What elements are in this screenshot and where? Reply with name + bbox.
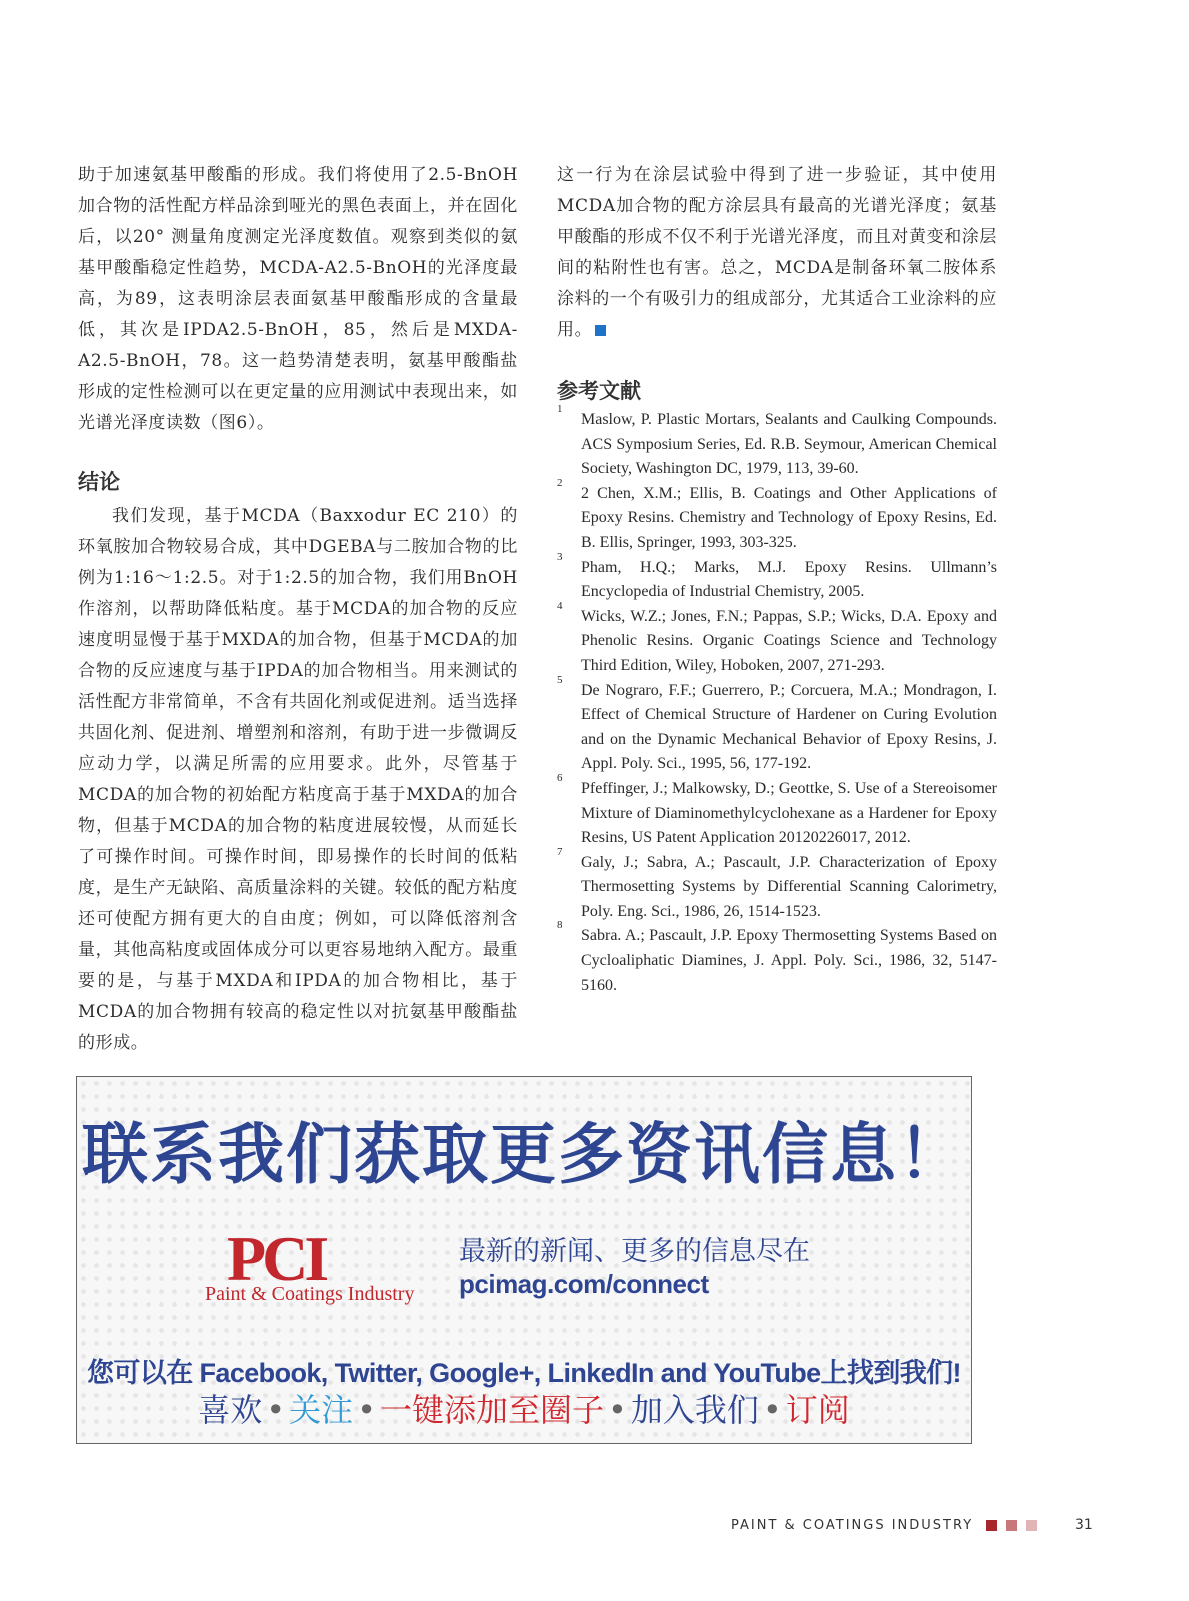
reference-item [557, 550, 997, 605]
bullet-separator: • [357, 1391, 376, 1429]
conclusion-heading: 结论 [78, 470, 120, 494]
left-column [78, 160, 518, 1059]
reference-number: 6 [557, 771, 563, 784]
ad-url-link[interactable]: pcimag.com/connect [459, 1269, 709, 1299]
footer-square-icon [986, 1520, 997, 1531]
ad-action-3[interactable]: 加入我们 [630, 1391, 759, 1429]
ad-headline: 联系我们获取更多资讯信息！ [82, 1116, 966, 1193]
reference-text: 2 Chen, X.M.; Ellis, B. Coatings and Other Applications of Epoxy Resins. Chemistry and Technology of Epoxy Resins, Ed. B. Ellis, Springer, 1993, 303-325. [581, 484, 997, 551]
ad-action-0[interactable]: 喜欢 [198, 1391, 263, 1429]
bullet-separator: • [762, 1391, 782, 1429]
ad-social-line: 您可以在 Facebook, Twitter, Google+, LinkedIn and YouTube上找到我们! [87, 1358, 961, 1388]
right-column [557, 160, 997, 998]
page-number: 31 [1075, 1517, 1093, 1533]
reference-item [557, 771, 997, 851]
reference-number: 4 [557, 599, 563, 612]
reference-text: Wicks, W.Z.; Jones, F.N.; Pappas, S.P.; Wicks, D.A. Epoxy and Phenolic Resins. Organic Coatings Science and Technology Third Edition, Wiley, Hoboken, 2007, 271-293. [581, 607, 997, 674]
ad-action-2[interactable]: 一键添加至圈子 [379, 1391, 604, 1429]
reference-text: De Nograro, F.F.; Guerrero, P.; Corcuera, M.A.; Mondragon, I. Effect of Chemical Structure of Hardener on Curing Evolution and on the Dynamic Mechanical Behavior of Epoxy Resins, J. Appl. Poly. Sci., 1995, 56, 177-192. [581, 681, 997, 773]
reference-item [557, 919, 997, 998]
reference-text: Pham, H.Q.; Marks, M.J. Epoxy Resins. Ullmann’s Encyclopedia of Industrial Chemistry, 2005. [581, 558, 997, 601]
pci-logo-subtitle: Paint & Coatings Industry [205, 1283, 415, 1305]
advertisement-box [76, 1076, 972, 1444]
reference-number: 7 [557, 845, 563, 858]
reference-item [557, 476, 997, 556]
bullet-separator: • [266, 1391, 286, 1429]
intro-paragraph-left: 助于加速氨基甲酸酯的形成。我们将使用了2.5-BnOH加合物的活性配方样品涂到哑光的黑色表面上，并在固化后，以20° 测量角度测定光泽度数值。观察到类似的氨基甲酸酯稳定性趋势，MCDA-A2.5-BnOH的光泽度最高，为89，这表明涂层表面氨基甲酸酯形成的含量最低，其次是IPDA2.5-BnOH，85，然后是MXDA-A2.5-BnOH，78。这一趋势清楚表明，氨基甲酸酯盐形成的定性检测可以在更定量的应用测试中表现出来，如光谱光泽度读数（图6）。 [78, 165, 518, 433]
reference-text: Pfeffinger, J.; Malkowsky, D.; Geottke, S. Use of a Stereoisomer Mixture of Diaminomethylcyclohexane as a Hardener for Epoxy Resins, US Patent Application 20120226017, 2012. [581, 779, 997, 847]
ad-action-4[interactable]: 订阅 [785, 1391, 850, 1429]
reference-number: 3 [557, 550, 563, 563]
reference-number: 5 [557, 673, 563, 686]
intro-paragraph-right-text: 这一行为在涂层试验中得到了进一步验证，其中使用MCDA加合物的配方涂层具有最高的光谱光泽度；氨基甲酸酯的形成不仅不利于光谱光泽度，而且对黄变和涂层间的粘附性也有害。总之，MCDA是制备环氧二胺体系涂料的一个有吸引力的组成部分，尤其适合工业涂料的应用。 [557, 165, 997, 340]
reference-item [557, 403, 997, 482]
intro-paragraph-right [557, 160, 997, 346]
ad-action-1[interactable]: 关注 [289, 1391, 354, 1429]
conclusion-paragraph: 我们发现，基于MCDA（Baxxodur EC 210）的环氧胺加合物较易合成，其中DGEBA与二胺加合物的比例为1:16～1:2.5。对于1:2.5的加合物，我们用BnOH作溶剂，以帮助降低粘度。基于MCDA的加合物的反应速度明显慢于基于MXDA的加合物，但基于MCDA的加合物的反应速度与基于IPDA的加合物相当。用来测试的活性配方非常简单，不含有共固化剂或促进剂。适当选择共固化剂、促进剂、增塑剂和溶剂，有助于进一步微调反应动力学，以满足所需的应用要求。此外，尽管基于MCDA的加合物的初始配方粘度高于基于MXDA的加合物，但基于MCDA的加合物的粘度进展较慢，从而延长了可操作时间。可操作时间，即易操作的长时间的低粘度，是生产无缺陷、高质量涂料的关键。较低的配方粘度还可使配方拥有更大的自由度；例如，可以降低溶剂含量，其他高粘度或固体成分可以更容易地纳入配方。最重要的是，与基于MXDA和IPDA的加合物相比，基于MCDA的加合物拥有较高的稳定性以对抗氨基甲酸酯盐的形成。 [78, 506, 518, 1053]
pci-logo [205, 1223, 445, 1307]
reference-text: Maslow, P. Plastic Mortars, Sealants and Caulking Compounds. ACS Symposium Series, Ed. R.B. Seymour, American Chemical Society, Washington DC, 1979, 113, 39-60. [581, 411, 997, 478]
reference-number: 8 [557, 919, 563, 932]
reference-number: 1 [557, 403, 563, 415]
footer-square-icon [1026, 1520, 1037, 1531]
reference-item [557, 599, 997, 679]
reference-text: Galy, J.; Sabra, A.; Pascault, J.P. Characterization of Epoxy Thermosetting Systems by Differential Scanning Calorimetry, Poly. Eng. Sci., 1986, 26, 1514-1523. [581, 853, 997, 920]
reference-item [557, 673, 997, 777]
references-heading: 参考文献 [557, 379, 641, 403]
end-of-article-square-icon [595, 325, 606, 336]
ad-latest-news-text: 最新的新闻、更多的信息尽在 [459, 1236, 810, 1267]
bullet-separator: • [608, 1391, 627, 1429]
references-list [557, 403, 997, 998]
reference-number: 2 [557, 476, 563, 489]
footer-publication-name: PAINT & COATINGS INDUSTRY [731, 1518, 974, 1533]
reference-text: Sabra. A.; Pascault, J.P. Epoxy Thermosetting Systems Based on Cycloaliphatic Diamines, J. Appl. Poly. Sci., 1986, 32, 5147-5160. [581, 927, 997, 994]
reference-item [557, 845, 997, 925]
footer-square-icon [1006, 1520, 1017, 1531]
pci-logo-mark: PCI [227, 1223, 326, 1294]
ad-actions-row [77, 1385, 971, 1431]
